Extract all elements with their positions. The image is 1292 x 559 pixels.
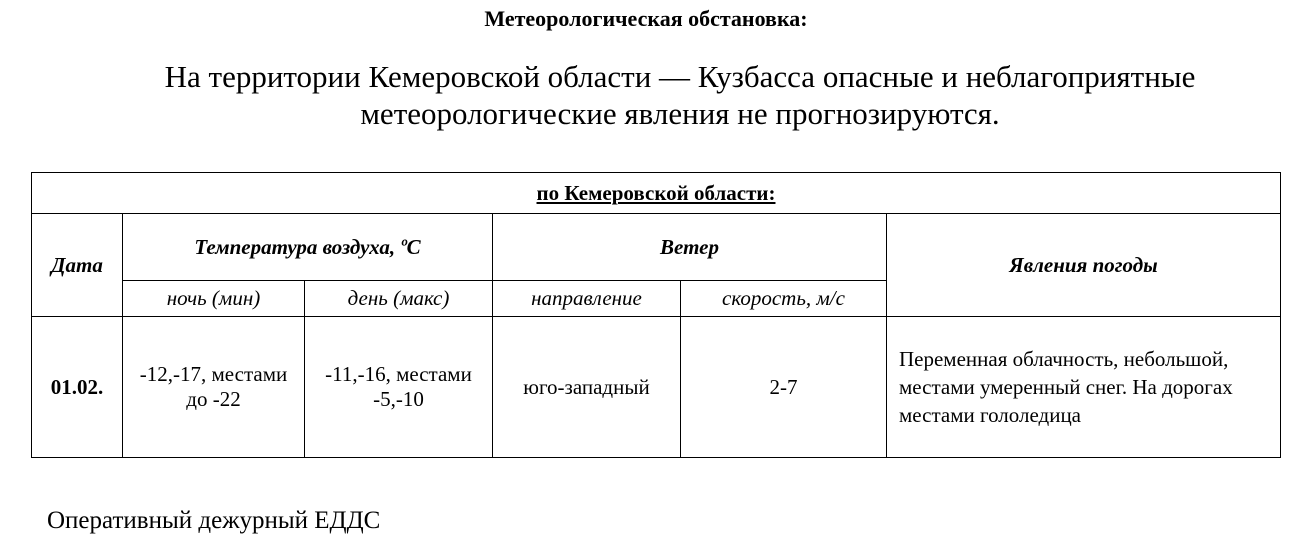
table-row <box>32 317 1281 458</box>
subheader-night: ночь (мин) <box>123 281 305 317</box>
cell-day-temp: -11,-16, местами -5,-10 <box>305 317 493 458</box>
intro-line-1: На территории Кемеровской области — Кузбасса опасные и неблагоприятные <box>164 59 1196 94</box>
subheader-speed: скорость, м/с <box>681 281 887 317</box>
footer-signature: Оперативный дежурный ЕДДС <box>47 507 381 534</box>
cell-wind-direction: юго-западный <box>493 317 681 458</box>
subheader-day: день (макс) <box>305 281 493 317</box>
header-wind: Ветер <box>493 214 887 281</box>
subheader-direction: направление <box>493 281 681 317</box>
intro-paragraph <box>80 58 1280 132</box>
table-title-row <box>32 173 1281 214</box>
cell-wind-speed: 2-7 <box>681 317 887 458</box>
cell-date: 01.02. <box>32 317 123 458</box>
header-date: Дата <box>32 214 123 317</box>
forecast-table <box>31 172 1281 458</box>
cell-night-temp: -12,-17, местами до -22 <box>123 317 305 458</box>
table-header-row <box>32 214 1281 281</box>
header-temperature: Температура воздуха, ºС <box>123 214 493 281</box>
header-phenomena: Явления погоды <box>887 214 1281 317</box>
page-heading: Метеорологическая обстановка: <box>484 6 808 31</box>
cell-phenomena: Переменная облачность, небольшой, местами умеренный снег. На дорогах местами гололедица <box>887 317 1281 458</box>
intro-line-2: метеорологические явления не прогнозируются. <box>360 96 1000 131</box>
table-title: по Кемеровской области: <box>32 173 1281 214</box>
